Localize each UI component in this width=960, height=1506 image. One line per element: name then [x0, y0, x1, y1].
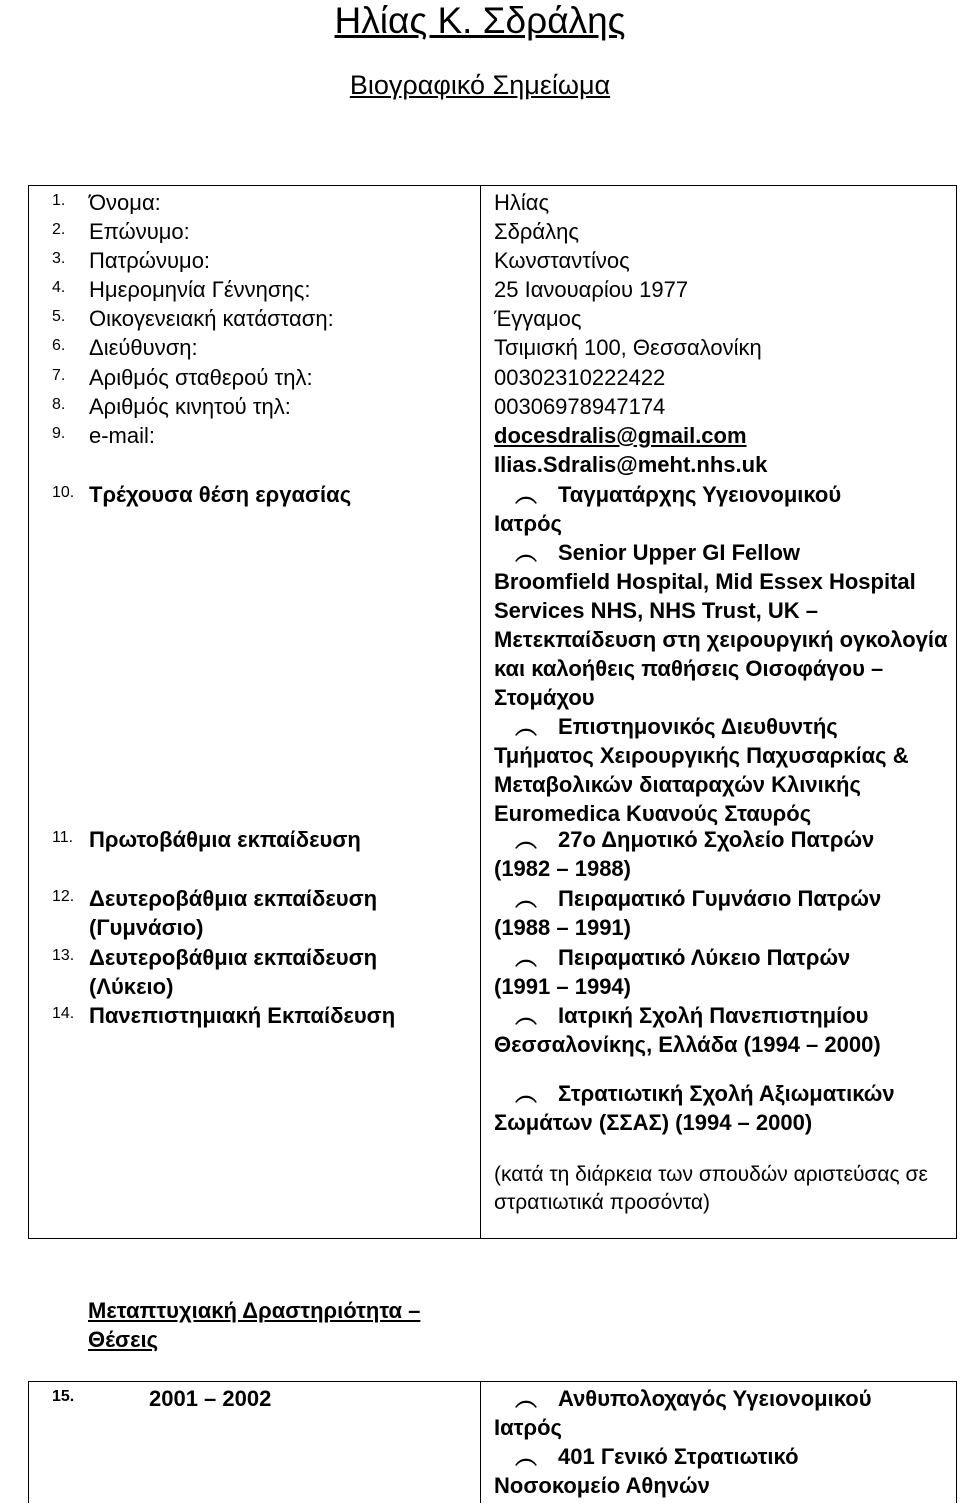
row-value — [494, 480, 954, 828]
row-number: 12. — [52, 888, 75, 905]
list-item: ︵ Ταγματάρχης Υγειονομικού Ιατρός — [494, 482, 842, 536]
row-value: Κωνσταντίνος — [494, 248, 630, 273]
row-number: 1. — [52, 192, 66, 209]
row-value: Έγγαμος — [494, 306, 582, 331]
row-label: Πρωτοβάθμια εκπαίδευση — [89, 827, 361, 852]
email-primary[interactable]: docesdralis@gmail.com — [494, 423, 747, 448]
row-number: 11. — [52, 829, 74, 846]
distinction-note: (κατά τη διάρκεια των σπουδών αριστεύσας σε στρατιωτικά προσόντα) — [494, 1163, 928, 1214]
row-value: Σδράλης — [494, 219, 579, 244]
row-number: 9. — [52, 425, 66, 442]
row-number: 2. — [52, 221, 66, 238]
row-label: Δευτεροβάθμια εκπαίδευση (Λύκειο) — [89, 945, 378, 999]
row-value: 25 Ιανουαρίου 1977 — [494, 277, 689, 302]
email-secondary[interactable]: Ilias.Sdralis@meht.nhs.uk — [494, 452, 768, 477]
row-label: Τρέχουσα θέση εργασίας — [89, 482, 352, 507]
bullet-icon: ︵ — [514, 540, 537, 565]
row-number: 5. — [52, 308, 66, 325]
column-divider — [480, 186, 481, 1238]
list-item: ︵ Ανθυπολοχαγός Υγειονομικού Ιατρός — [494, 1386, 872, 1440]
row-label: Δευτεροβάθμια εκπαίδευση (Γυμνάσιο) — [89, 886, 378, 940]
row-value: Ηλίας — [494, 190, 550, 215]
row-number: 6. — [52, 337, 66, 354]
row-label: Οικογενειακή κατάσταση: — [89, 306, 334, 331]
bullet-icon: ︵ — [514, 482, 537, 507]
section-heading: Μεταπτυχιακή Δραστηριότητα – Θέσεις — [88, 1298, 421, 1352]
row-value — [494, 1001, 954, 1137]
bullet-icon: ︵ — [514, 945, 537, 970]
row-label: Πατρώνυμο: — [89, 248, 211, 273]
row-number: 15. — [52, 1388, 75, 1405]
bullet-icon: ︵ — [514, 1444, 537, 1469]
page-subtitle: Βιογραφικό Σημείωμα — [349, 70, 611, 100]
row-number: 10. — [52, 484, 75, 501]
list-item: ︵ Στρατιωτική Σχολή Αξιωματικών Σωμάτων (ΣΣΑΣ) (1994 – 2000) — [494, 1081, 895, 1135]
row-label: Διεύθυνση: — [89, 335, 198, 360]
row-label: Πανεπιστημιακή Εκπαίδευση — [89, 1003, 396, 1028]
row-number: 4. — [52, 279, 66, 296]
bullet-icon: ︵ — [514, 1386, 537, 1411]
row-number: 3. — [52, 250, 66, 267]
row-label: e-mail: — [89, 423, 156, 448]
personal-info-table — [28, 185, 957, 1239]
row-number: 14. — [52, 1005, 75, 1022]
row-label: 2001 – 2002 — [149, 1386, 272, 1411]
row-number: 8. — [52, 396, 66, 413]
row-number: 13. — [52, 947, 75, 964]
row-label: Επώνυμο: — [89, 219, 190, 244]
row-value — [494, 1384, 954, 1500]
row-label: Όνομα: — [89, 190, 161, 215]
row-value: ︵ 27ο Δημοτικό Σχολείο Πατρών (1982 – 1988) — [494, 827, 875, 881]
list-item: ︵ 401 Γενικό Στρατιωτικό Νοσοκομείο Αθηνών — [494, 1444, 799, 1498]
list-item: ︵ Ιατρική Σχολή Πανεπιστημίου Θεσσαλονίκης, Ελλάδα (1994 – 2000) — [494, 1003, 881, 1057]
row-value: 00302310222422 — [494, 365, 666, 390]
postgraduate-table — [28, 1381, 957, 1503]
row-label: Ημερομηνία Γέννησης: — [89, 277, 311, 302]
bullet-icon: ︵ — [514, 714, 537, 739]
row-value: ︵ Πειραματικό Λύκειο Πατρών (1991 – 1994) — [494, 945, 851, 999]
bullet-icon: ︵ — [514, 886, 537, 911]
page-title: Ηλίας Κ. Σδράλης — [334, 0, 626, 41]
row-value: Τσιμισκή 100, Θεσσαλονίκη — [494, 335, 762, 360]
list-item: ︵ Senior Upper GI Fellow Broomfield Hospital, Mid Essex Hospital Services NHS, NHS Trust, UK – Μετεκπαίδευση στη χειρουργική ογκολογία και καλοήθεις παθήσεις Οισοφάγου – Στομάχου — [494, 540, 948, 710]
row-label: Αριθμός κινητού τηλ: — [89, 394, 291, 419]
row-number: 7. — [52, 367, 66, 384]
row-label: Αριθμός σταθερού τηλ: — [89, 365, 313, 390]
bullet-icon: ︵ — [514, 827, 537, 852]
bullet-icon: ︵ — [514, 1081, 537, 1106]
row-value: ︵ Πειραματικό Γυμνάσιο Πατρών (1988 – 1991) — [494, 886, 882, 940]
list-item: ︵ Επιστημονικός Διευθυντής Τμήματος Χειρουργικής Παχυσαρκίας & Μεταβολικών διαταραχών Κλινικής Euromedica Κυανούς Σταυρός — [494, 714, 909, 826]
bullet-icon: ︵ — [514, 1003, 537, 1028]
row-value: 00306978947174 — [494, 394, 666, 419]
